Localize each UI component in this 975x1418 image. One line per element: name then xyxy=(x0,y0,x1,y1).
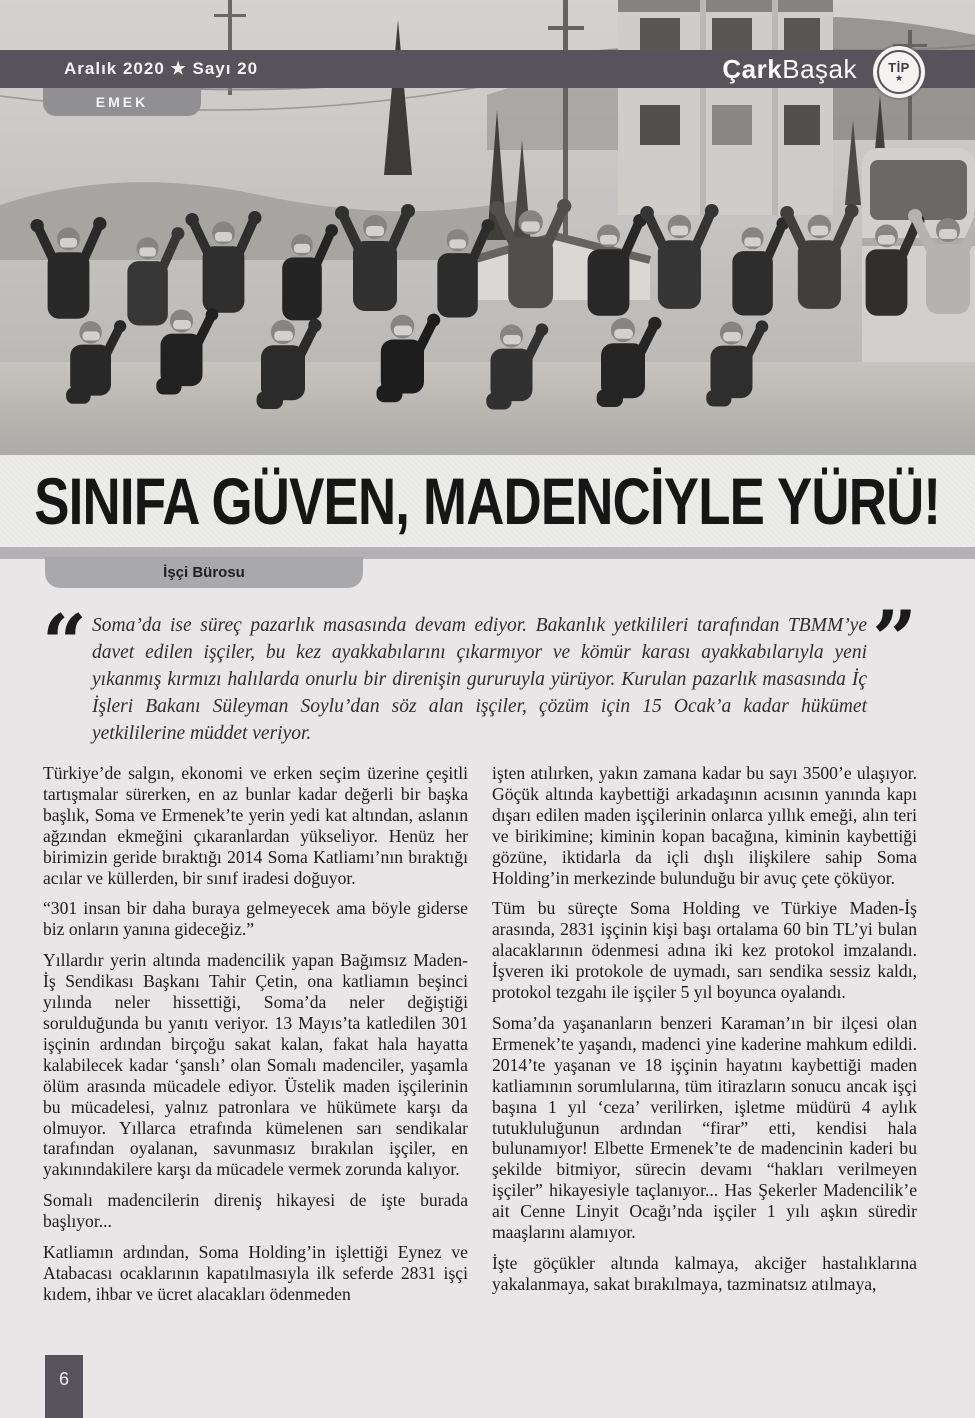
issue-info: Aralık 2020 ★ Sayı 20 xyxy=(64,59,259,78)
pull-quote-text: Soma’da ise süreç pazarlık masasında devam ediyor. Bakanlık yetkilileri tarafından TBMM’ye davet edilen işçiler, bu kez ayakkabılarını çıkarmıyor ve kömür karası ayakkabılarıyla yeni yıkanmış kırmızı halılarda onurlu bir direnişin gururuyla yürüyor. Kurulan pazarlık masasında İç İşleri Bakanı Süleyman Soylu’dan söz alan işçiler, çözüm için 15 Ocak’a kadar hükümet yetkililerine müddet veriyor. xyxy=(92,615,867,744)
paragraph: Katliamın ardından, Soma Holding’in işlettiği Eynez ve Atabacası ocaklarının kapatılmasıyla ilk seferde 2831 işçi kıdem, ihbar ve ücret alacakları ödenmeden xyxy=(43,1242,468,1304)
tip-logo-label: TİP xyxy=(888,60,910,75)
pull-quote xyxy=(0,594,975,747)
paragraph: Soma’da yaşananların benzeri Karaman’ın bir ilçesi olan Ermenek’te yaşandı, madenci yine kaderine mahkum edildi. 2014’te yaşanan ve 18 işçinin hayatını kaybettiği maden katliamının sorumlularına, tüm itirazların sonucu ancak işçi başına 1 yıl ‘ceza’ verilirken, işletme müdürü 4 aylık tutukluluğunun ardından “firar” etti, kendisi hala bulunamıyor! Elbette Ermenek’te de madencinin kaderi bu şekilde bitmiyor, sürecin devamı “hakları verilmeyen işçiler” hikayesiyle taçlanıyor... Has Şekerler Madencilik’e ait Cenne Linyit Ocağı’nda işçiler 1 yılı aşkın süredir maaşlarını alamıyor. xyxy=(492,1012,917,1243)
close-quote-icon: ” xyxy=(872,594,917,685)
paragraph: “301 insan bir daha buraya gelmeyecek ama böyle giderse biz onların yanına gideceğiz.” xyxy=(43,898,468,940)
paragraph: Somalı madencilerin direniş hikayesi de işte burada başlıyor... xyxy=(43,1190,468,1232)
paragraph: işten atılırken, yakın zamana kadar bu sayı 3500’e ulaşıyor. Göçük altında kaybettiği arkadaşının acısının yanında kapı dışarı edilen maden işçilerinin onlarca yıllık emeği, alın teri ve birikimine; kiminin kopan bacağına, kiminin kaybettiği gözüne, iktidarla da içli dışlı ilişkilere sahip Soma Holding’in merkezinde bulunduğu bir avuç çete çöküyor. xyxy=(492,763,917,888)
tip-logo-star-icon: ★ xyxy=(894,73,904,83)
page-title: SINIFA GÜVEN, MADENCİYLE YÜRÜ! xyxy=(34,464,941,538)
page-number-badge: 6 xyxy=(45,1355,83,1418)
section-tag-emek: EMEK xyxy=(43,88,201,116)
headline-band xyxy=(0,455,975,547)
paragraph: Türkiye’de salgın, ekonomi ve erken seçim üzerine çeşitli tartışmalar sürerken, en az bunlar kadar değerli bir başka başlık, Soma ve Ermenek’te yerin yedi kat altından, aslanın ağzından ekmeğini çıkaranlardan yükseliyor. Henüz her birimizin geride bıraktığı 2014 Soma Katliamı’nın bıraktığı acılar ve küllerden, bir sınıf iradesi doğuyor. xyxy=(43,763,468,888)
brand-bold: Çark xyxy=(722,53,783,84)
open-quote-icon: “ xyxy=(42,598,87,689)
paragraph: İşte göçükler altında kalmaya, akciğer hastalıklarına yakalanmaya, sakat bırakılmaya, tazminatsız atılmaya, xyxy=(492,1252,917,1294)
brand-light: Başak xyxy=(782,53,857,84)
paragraph: Tüm bu süreçte Soma Holding ve Türkiye Maden-İş arasında, 2831 işçinin kişi başı ortalama 60 bin TL’yi bulan alacaklarının ödenmesi adına iki kez protokol imzalandı. İşveren iki protokole de uymadı, sarı sendika sessiz kaldı, protokol tezgahı ile işçiler 5 yıl boyunca oyalandı. xyxy=(492,898,917,1003)
header-bar xyxy=(0,50,975,88)
brand-logo-text xyxy=(722,50,857,88)
paragraph: Yıllardır yerin altında madencilik yapan Bağımsız Maden-İş Sendikası Başkanı Tahir Çetin, ona katliamın beşinci yılında neler hissettiği, Soma’da neler değiştiği sorulduğunda bu yanıtı veriyor. 13 Mayıs’ta katledilen 301 işçinin ardından birçoğu sakat kalan, fakat hala hayatta kalabilecek kadar ‘şanslı’ olan Somalı madenciler, yaşamla ölüm arasında mücadele ediyor. Üstelik maden işçilerinin bu mücadelesi, yalnız patronlara ve hükümete karşı da olmuyor. Yıllarca etrafında kümelenen sarı sendikalar tarafından oyalanan, savunmasız bırakılan işçiler, en yakınındakilere karşı da mücadele vermek zorunda kalıyor. xyxy=(43,950,468,1180)
article-left-column xyxy=(43,763,468,1315)
byline-tab: İşçi Bürosu xyxy=(45,557,363,588)
tip-logo-inner xyxy=(877,50,921,94)
tip-party-logo-icon xyxy=(873,46,925,98)
article-right-column xyxy=(492,763,917,1305)
